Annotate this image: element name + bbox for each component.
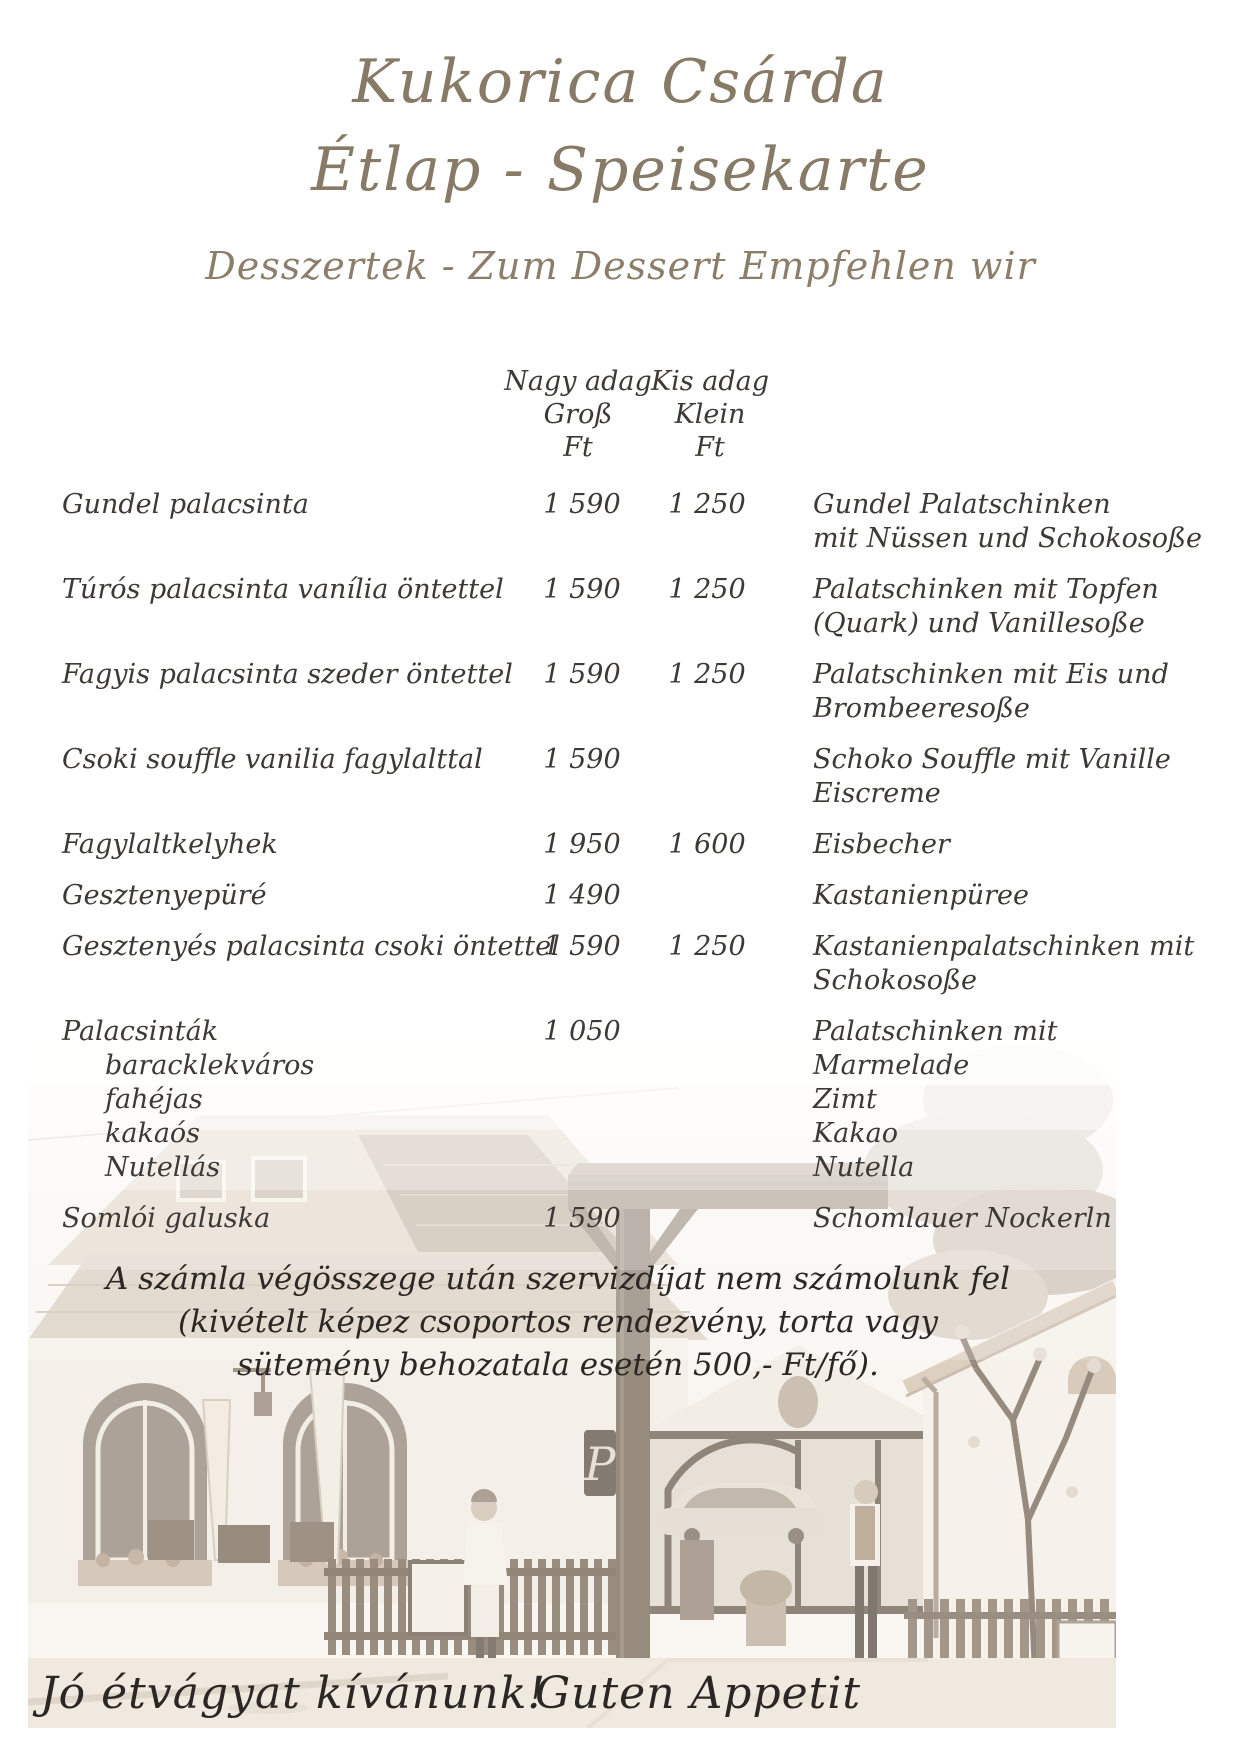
- item-name-german: Palatschinken mit Eis und Brombeeresoße: [813, 659, 1169, 724]
- item-name-german: Palatschinken mit Topfen (Quark) und Vanillesoße: [813, 574, 1159, 639]
- item-name-hungarian: Gundel palacsinta: [62, 489, 309, 520]
- service-note: [100, 1258, 1016, 1387]
- restaurant-name: Kukorica Csárda: [352, 47, 889, 117]
- item-name-hungarian: Túrós palacsinta vanília öntettel: [62, 574, 504, 605]
- item-variant-german: Nutella: [813, 1152, 915, 1183]
- item-variant-hungarian: fahéjas: [105, 1084, 203, 1115]
- price-small-portion: 1 250: [668, 659, 746, 690]
- item-name-hungarian: Fagyis palacsinta szeder öntettel: [62, 659, 513, 690]
- item-variant-german: Marmelade: [813, 1050, 970, 1081]
- item-name-german: Kastanienpüree: [813, 880, 1029, 911]
- item-name-german: Palatschinken mit Marmelade Zimt Kakao Nutella: [740, 1015, 1211, 1185]
- price-large-portion: 1 590: [543, 489, 621, 520]
- small-portion-label-de: Klein: [674, 399, 746, 430]
- service-note-line: (kivételt képez csoportos rendezvény, torta vagy: [178, 1304, 938, 1340]
- menu-item-row: [0, 1015, 1241, 1185]
- price-small-portion: 1 250: [668, 574, 746, 605]
- menu-item-row: [0, 879, 1241, 913]
- menu-item-row: [0, 930, 1241, 998]
- item-name-hungarian: Palacsinták baracklekváros fahéjas kakaós Nutellás: [62, 1015, 490, 1185]
- price-large-portion: 1 050: [543, 1016, 621, 1047]
- large-portion-label-de: Groß: [543, 399, 613, 430]
- price-large-portion: 1 950: [543, 829, 621, 860]
- footer-wish-german: Guten Appetit: [535, 1668, 862, 1719]
- item-variant-hungarian: Nutellás: [105, 1152, 221, 1183]
- item-name-german: Gundel Palatschinken mit Nüssen und Schokosoße: [813, 489, 1202, 554]
- price-large-portion: 1 590: [543, 744, 621, 775]
- menu-header: [0, 38, 1241, 292]
- small-portion-currency: Ft: [695, 432, 725, 463]
- item-name-hungarian: Gesztenyés palacsinta csoki öntettel: [62, 931, 560, 962]
- menu-item-row: [0, 488, 1241, 556]
- footer-wish-hungarian: Jó étvágyat kívánunk!: [40, 1668, 547, 1719]
- item-variant-hungarian: baracklekváros: [105, 1050, 315, 1081]
- item-name-hungarian: Somlói galuska: [62, 1203, 271, 1234]
- menu-item-row: [0, 1202, 1241, 1236]
- item-name-german: Schomlauer Nockerln: [813, 1203, 1112, 1234]
- menu-item-row: [0, 573, 1241, 641]
- price-small-portion: [674, 879, 740, 913]
- price-large-portion: 1 590: [543, 1203, 621, 1234]
- menu-item-row: [0, 743, 1241, 811]
- price-large-portion: 1 490: [543, 880, 621, 911]
- large-portion-currency: Ft: [563, 432, 593, 463]
- price-large-portion: 1 590: [543, 659, 621, 690]
- parking-sign-letter: P: [584, 1437, 616, 1491]
- menu-item-row: [0, 828, 1241, 862]
- service-note-line: sütemény behozatala esetén 500,- Ft/fő).: [237, 1347, 879, 1383]
- price-small-portion: [674, 743, 740, 811]
- small-portion-label-hu: Kis adag: [650, 366, 770, 397]
- item-variant-hungarian: kakaós: [105, 1118, 201, 1149]
- item-variant-german: Kakao: [813, 1118, 898, 1149]
- price-small-portion: 1 250: [668, 489, 746, 520]
- item-name-german: Eisbecher: [813, 829, 950, 860]
- item-name-hungarian: Csoki souffle vanilia fagylalttal: [62, 744, 483, 775]
- price-small-portion: [674, 1015, 740, 1185]
- item-name-german: Schoko Souffle mit Vanille Eiscreme: [813, 744, 1171, 809]
- price-large-portion: 1 590: [543, 574, 621, 605]
- column-header-small-portion: [651, 365, 769, 464]
- price-small-portion: 1 600: [668, 829, 746, 860]
- section-title: Desszertek - Zum Dessert Empfehlen wir: [205, 244, 1036, 288]
- service-note-line: A számla végösszege után szervizdíjat nem számolunk fel: [105, 1261, 1011, 1297]
- item-name-german: Kastanienpalatschinken mit Schokosoße: [813, 931, 1195, 996]
- item-name-hungarian: Gesztenyepüré: [62, 880, 267, 911]
- item-variant-german: Zimt: [813, 1084, 877, 1115]
- price-small-portion: 1 250: [668, 931, 746, 962]
- page-title: Étlap - Speisekarte: [311, 135, 930, 205]
- price-small-portion: [674, 1202, 740, 1236]
- item-name-hungarian: Fagylaltkelyhek: [62, 829, 278, 860]
- menu-item-row: [0, 658, 1241, 726]
- large-portion-label-hu: Nagy adag: [504, 366, 652, 397]
- column-header-large-portion: [504, 365, 652, 464]
- menu-items-list: [0, 488, 1241, 1253]
- price-large-portion: 1 590: [543, 931, 621, 962]
